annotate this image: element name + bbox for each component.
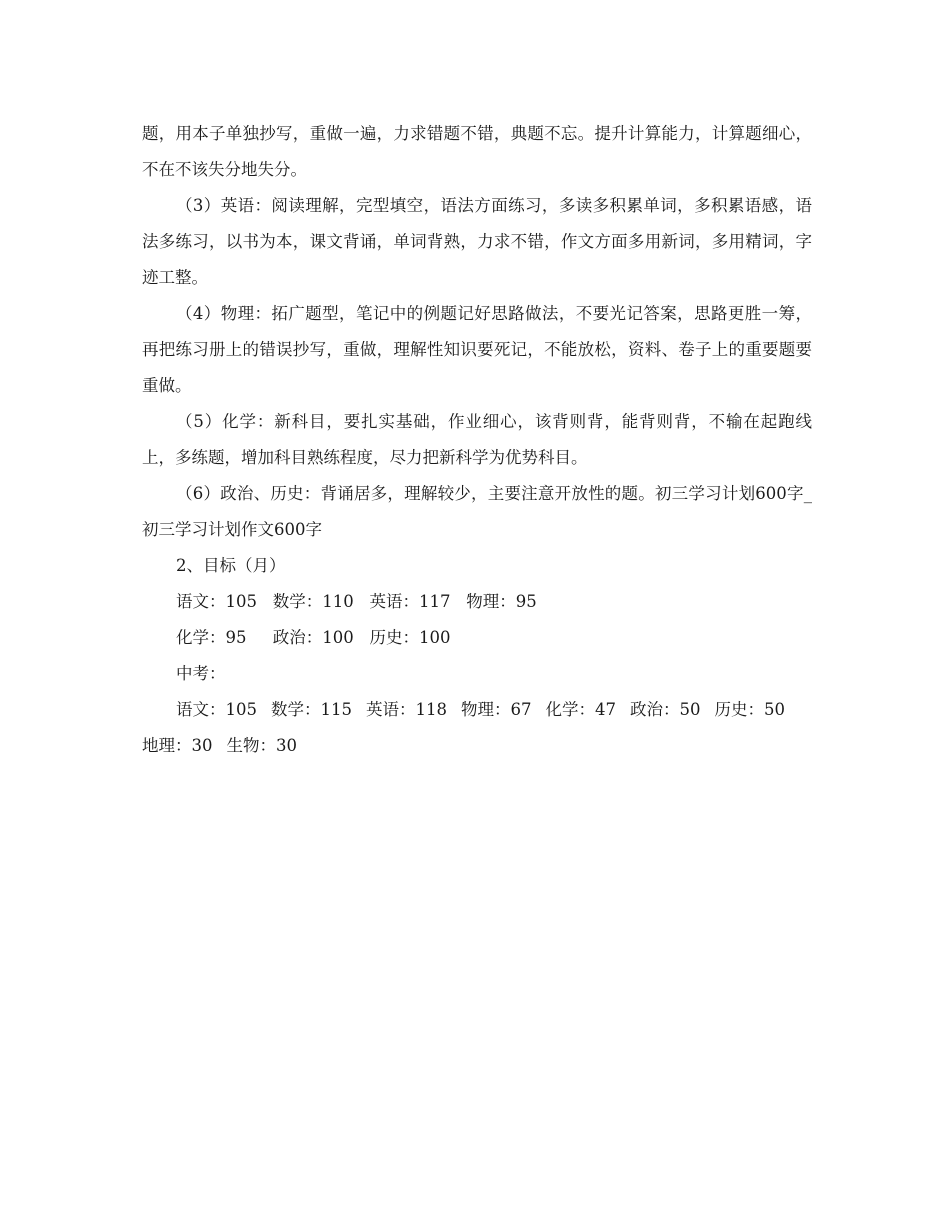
monthly-goal-row-2: [142, 620, 812, 656]
paragraph-math-continued: 题，用本子单独抄写，重做一遍，力求错题不错，典题不忘。提升计算能力，计算题细心，不在不该失分地失分。: [142, 124, 812, 179]
document-page: [142, 116, 812, 764]
score-politics: 政治：100: [272, 628, 354, 647]
exam-score-history: 历史：50: [714, 700, 785, 719]
score-math: 数学：110: [272, 592, 354, 611]
exam-score-math: 数学：115: [271, 700, 352, 719]
exam-goal-scores: [142, 692, 812, 764]
exam-score-biology: 生物：30: [226, 736, 297, 755]
paragraph-politics-history: （6）政治、历史：背诵居多，理解较少，主要注意开放性的题。初三学习计划600字_初三学习计划作文600字: [142, 484, 812, 539]
exam-score-politics: 政治：50: [630, 700, 701, 719]
exam-score-physics: 物理：67: [461, 700, 532, 719]
paragraph-chemistry: （5）化学：新科目，要扎实基础，作业细心，该背则背，能背则背，不输在起跑线上，多练题，增加科目熟练程度，尽力把新科学为优势科目。: [142, 412, 812, 467]
score-chinese: 语文：105: [176, 592, 257, 611]
score-english: 英语：117: [369, 592, 451, 611]
monthly-goal-row-1: [142, 584, 812, 620]
exam-score-geography: 地理：30: [142, 736, 213, 755]
score-history: 历史：100: [369, 628, 451, 647]
exam-score-english: 英语：118: [366, 700, 447, 719]
exam-score-chemistry: 化学：47: [545, 700, 616, 719]
exam-score-chinese: 语文：105: [176, 700, 257, 719]
monthly-goal-heading: 2、目标（月）: [176, 556, 286, 575]
score-chemistry: 化学：95: [176, 628, 247, 647]
paragraph-english: （3）英语：阅读理解，完型填空，语法方面练习，多读多积累单词，多积累语感，语法多练习，以书为本，课文背诵，单词背熟，力求不错，作文方面多用新词，多用精词，字迹工整。: [142, 196, 812, 287]
score-physics: 物理：95: [466, 592, 537, 611]
paragraph-physics: （4）物理：拓广题型，笔记中的例题记好思路做法，不要光记答案，思路更胜一筹，再把练习册上的错误抄写，重做，理解性知识要死记，不能放松，资料、卷子上的重要题要重做。: [142, 304, 812, 395]
exam-goal-heading: 中考：: [176, 664, 226, 683]
